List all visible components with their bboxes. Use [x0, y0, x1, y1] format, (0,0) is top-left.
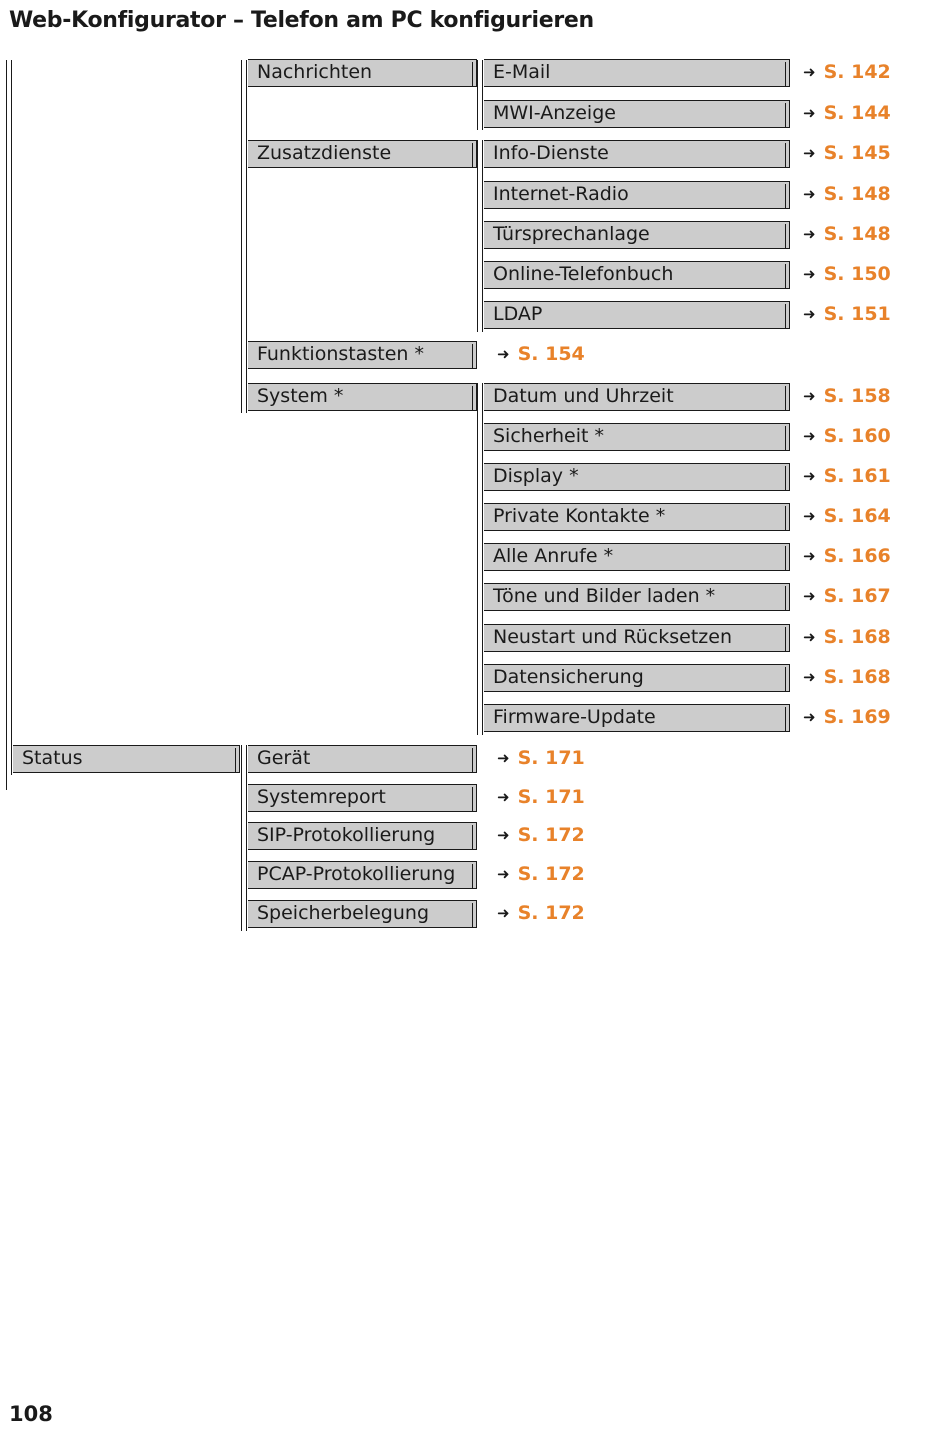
arrow-right-icon: ➜: [497, 788, 510, 806]
arrow-right-icon: ➜: [803, 387, 816, 405]
arrow-right-icon: ➜: [803, 305, 816, 323]
arrow-right-icon: ➜: [803, 587, 816, 605]
page-reference-number: S. 158: [823, 385, 891, 407]
arrow-right-icon: ➜: [803, 265, 816, 283]
page-reference-number: S. 148: [823, 183, 891, 205]
page-ref-link-neustart-und-rücksetzen[interactable]: [803, 625, 891, 650]
tree-line-level2-inner-status: [246, 745, 247, 931]
submenu-item-zusatzdienste[interactable]: [248, 140, 477, 168]
page-reference-number: S. 172: [517, 902, 585, 924]
arrow-right-icon: ➜: [497, 826, 510, 844]
menu-item-label: Private Kontakte *: [493, 505, 666, 527]
page-header: Web-Konfigurator – Telefon am PC konfigurieren: [9, 8, 594, 33]
page-reference-number: S. 168: [823, 626, 891, 648]
arrow-right-icon: ➜: [803, 185, 816, 203]
page-ref-link-türsprechanlage[interactable]: [803, 222, 891, 247]
tree-line-level3-inner-zusatzdienste: [482, 140, 483, 332]
submenu-item-pcap-protokollierung[interactable]: [248, 861, 477, 889]
menu-item-label: Türsprechanlage: [493, 223, 650, 245]
page-ref-link-private-kontakte[interactable]: [803, 504, 891, 529]
tree-line-level3-outer-zusatzdienste: [477, 140, 478, 332]
tree-line-level2-outer-status: [241, 745, 242, 931]
subsubmenu-item-internet-radio[interactable]: [484, 181, 790, 209]
tree-line-level1-outer: [6, 60, 7, 790]
page-ref-link-internet-radio[interactable]: [803, 182, 891, 207]
page-reference-number: S. 150: [823, 263, 891, 285]
page-ref-link-systemreport[interactable]: [497, 785, 585, 810]
menu-item-label: SIP-Protokollierung: [257, 824, 436, 846]
subsubmenu-item-private-kontakte[interactable]: [484, 503, 790, 531]
submenu-item-sip-protokollierung[interactable]: [248, 822, 477, 850]
subsubmenu-item-datum-und-uhrzeit[interactable]: [484, 383, 790, 411]
page-reference-number: S. 151: [823, 303, 891, 325]
arrow-right-icon: ➜: [497, 345, 510, 363]
submenu-item-funktionstasten[interactable]: [248, 341, 477, 369]
menu-item-label: Online-Telefonbuch: [493, 263, 674, 285]
subsubmenu-item-e-mail[interactable]: [484, 59, 790, 87]
subsubmenu-item-töne-und-bilder-laden[interactable]: [484, 583, 790, 611]
menu-item-label: Info-Dienste: [493, 142, 609, 164]
menu-item-label: Gerät: [257, 747, 311, 769]
page-ref-link-info-dienste[interactable]: [803, 141, 891, 166]
subsubmenu-item-display[interactable]: [484, 463, 790, 491]
menu-item-label: Internet-Radio: [493, 183, 629, 205]
submenu-item-systemreport[interactable]: [248, 784, 477, 812]
subsubmenu-item-mwi-anzeige[interactable]: [484, 100, 790, 128]
page-ref-link-online-telefonbuch[interactable]: [803, 262, 891, 287]
subsubmenu-item-alle-anrufe[interactable]: [484, 543, 790, 571]
subsubmenu-item-online-telefonbuch[interactable]: [484, 261, 790, 289]
tree-line-level2-outer: [241, 60, 242, 413]
page-ref-link-gerät[interactable]: [497, 746, 585, 771]
menu-item-label: Sicherheit *: [493, 425, 604, 447]
page-ref-link-sip-protokollierung[interactable]: [497, 823, 585, 848]
page-ref-link-pcap-protokollierung[interactable]: [497, 862, 585, 887]
tree-line-level3-inner-nachrichten: [482, 60, 483, 130]
page-ref-link-sicherheit[interactable]: [803, 424, 891, 449]
menu-item-label: Datum und Uhrzeit: [493, 385, 674, 407]
arrow-right-icon: ➜: [803, 467, 816, 485]
menu-item-label: Display *: [493, 465, 579, 487]
page-ref-link-mwi-anzeige[interactable]: [803, 101, 891, 126]
page-reference-number: S. 154: [517, 343, 585, 365]
page-reference-number: S. 167: [823, 585, 891, 607]
tree-line-level3-inner-system: [482, 383, 483, 735]
page-ref-link-töne-und-bilder-laden[interactable]: [803, 584, 891, 609]
arrow-right-icon: ➜: [803, 708, 816, 726]
submenu-item-system[interactable]: [248, 383, 477, 411]
page-reference-number: S. 169: [823, 706, 891, 728]
page-reference-number: S. 148: [823, 223, 891, 245]
arrow-right-icon: ➜: [803, 104, 816, 122]
tree-line-level3-outer-nachrichten: [477, 60, 478, 130]
page-reference-number: S. 171: [517, 786, 585, 808]
page-reference-number: S. 164: [823, 505, 891, 527]
submenu-item-speicherbelegung[interactable]: [248, 900, 477, 928]
subsubmenu-item-sicherheit[interactable]: [484, 423, 790, 451]
page-reference-number: S. 166: [823, 545, 891, 567]
tree-line-level3-outer-system: [477, 383, 478, 735]
arrow-right-icon: ➜: [803, 628, 816, 646]
menu-item-label: MWI-Anzeige: [493, 102, 616, 124]
subsubmenu-item-info-dienste[interactable]: [484, 140, 790, 168]
subsubmenu-item-ldap[interactable]: [484, 301, 790, 329]
page-ref-link-display[interactable]: [803, 464, 891, 489]
arrow-right-icon: ➜: [803, 63, 816, 81]
page-ref-link-datensicherung[interactable]: [803, 665, 891, 690]
menu-item-status[interactable]: [13, 745, 240, 773]
arrow-right-icon: ➜: [497, 749, 510, 767]
page-ref-link-alle-anrufe[interactable]: [803, 544, 891, 569]
page-reference-number: S. 168: [823, 666, 891, 688]
page-number: 108: [9, 1402, 53, 1426]
menu-item-label: Status: [22, 747, 83, 769]
menu-item-label: Funktionstasten *: [257, 343, 424, 365]
page-reference-number: S. 160: [823, 425, 891, 447]
menu-item-label: System *: [257, 385, 344, 407]
menu-item-label: Töne und Bilder laden *: [493, 585, 716, 607]
subsubmenu-item-türsprechanlage[interactable]: [484, 221, 790, 249]
arrow-right-icon: ➜: [497, 904, 510, 922]
page-reference-number: S. 172: [517, 863, 585, 885]
subsubmenu-item-neustart-und-rücksetzen[interactable]: [484, 624, 790, 652]
menu-item-label: Alle Anrufe *: [493, 545, 614, 567]
page-reference-number: S. 145: [823, 142, 891, 164]
menu-item-label: E-Mail: [493, 61, 551, 83]
page-reference-number: S. 142: [823, 61, 891, 83]
page-ref-link-datum-und-uhrzeit[interactable]: [803, 384, 891, 409]
page-ref-link-speicherbelegung[interactable]: [497, 901, 585, 926]
page-ref-link-e-mail[interactable]: [803, 60, 891, 85]
page-ref-link-firmware-update[interactable]: [803, 705, 891, 730]
submenu-item-gerät[interactable]: [248, 745, 477, 773]
menu-item-label: PCAP-Protokollierung: [257, 863, 456, 885]
arrow-right-icon: ➜: [803, 144, 816, 162]
tree-line-level2-inner: [246, 60, 247, 413]
arrow-right-icon: ➜: [803, 547, 816, 565]
subsubmenu-item-datensicherung[interactable]: [484, 664, 790, 692]
page-reference-number: S. 171: [517, 747, 585, 769]
menu-item-label: Firmware-Update: [493, 706, 656, 728]
menu-item-label: Speicherbelegung: [257, 902, 430, 924]
menu-item-label: Neustart und Rücksetzen: [493, 626, 733, 648]
page-ref-link-funktionstasten[interactable]: [497, 342, 585, 367]
arrow-right-icon: ➜: [803, 427, 816, 445]
submenu-item-nachrichten[interactable]: [248, 59, 477, 87]
menu-item-label: Zusatzdienste: [257, 142, 392, 164]
page-reference-number: S. 172: [517, 824, 585, 846]
page-ref-link-ldap[interactable]: [803, 302, 891, 327]
arrow-right-icon: ➜: [497, 865, 510, 883]
page-reference-number: S. 161: [823, 465, 891, 487]
tree-line-level1-inner: [11, 60, 12, 775]
arrow-right-icon: ➜: [803, 668, 816, 686]
arrow-right-icon: ➜: [803, 225, 816, 243]
subsubmenu-item-firmware-update[interactable]: [484, 704, 790, 732]
menu-item-label: Datensicherung: [493, 666, 644, 688]
menu-item-label: LDAP: [493, 303, 543, 325]
menu-item-label: Nachrichten: [257, 61, 373, 83]
page-reference-number: S. 144: [823, 102, 891, 124]
arrow-right-icon: ➜: [803, 507, 816, 525]
menu-item-label: Systemreport: [257, 786, 386, 808]
